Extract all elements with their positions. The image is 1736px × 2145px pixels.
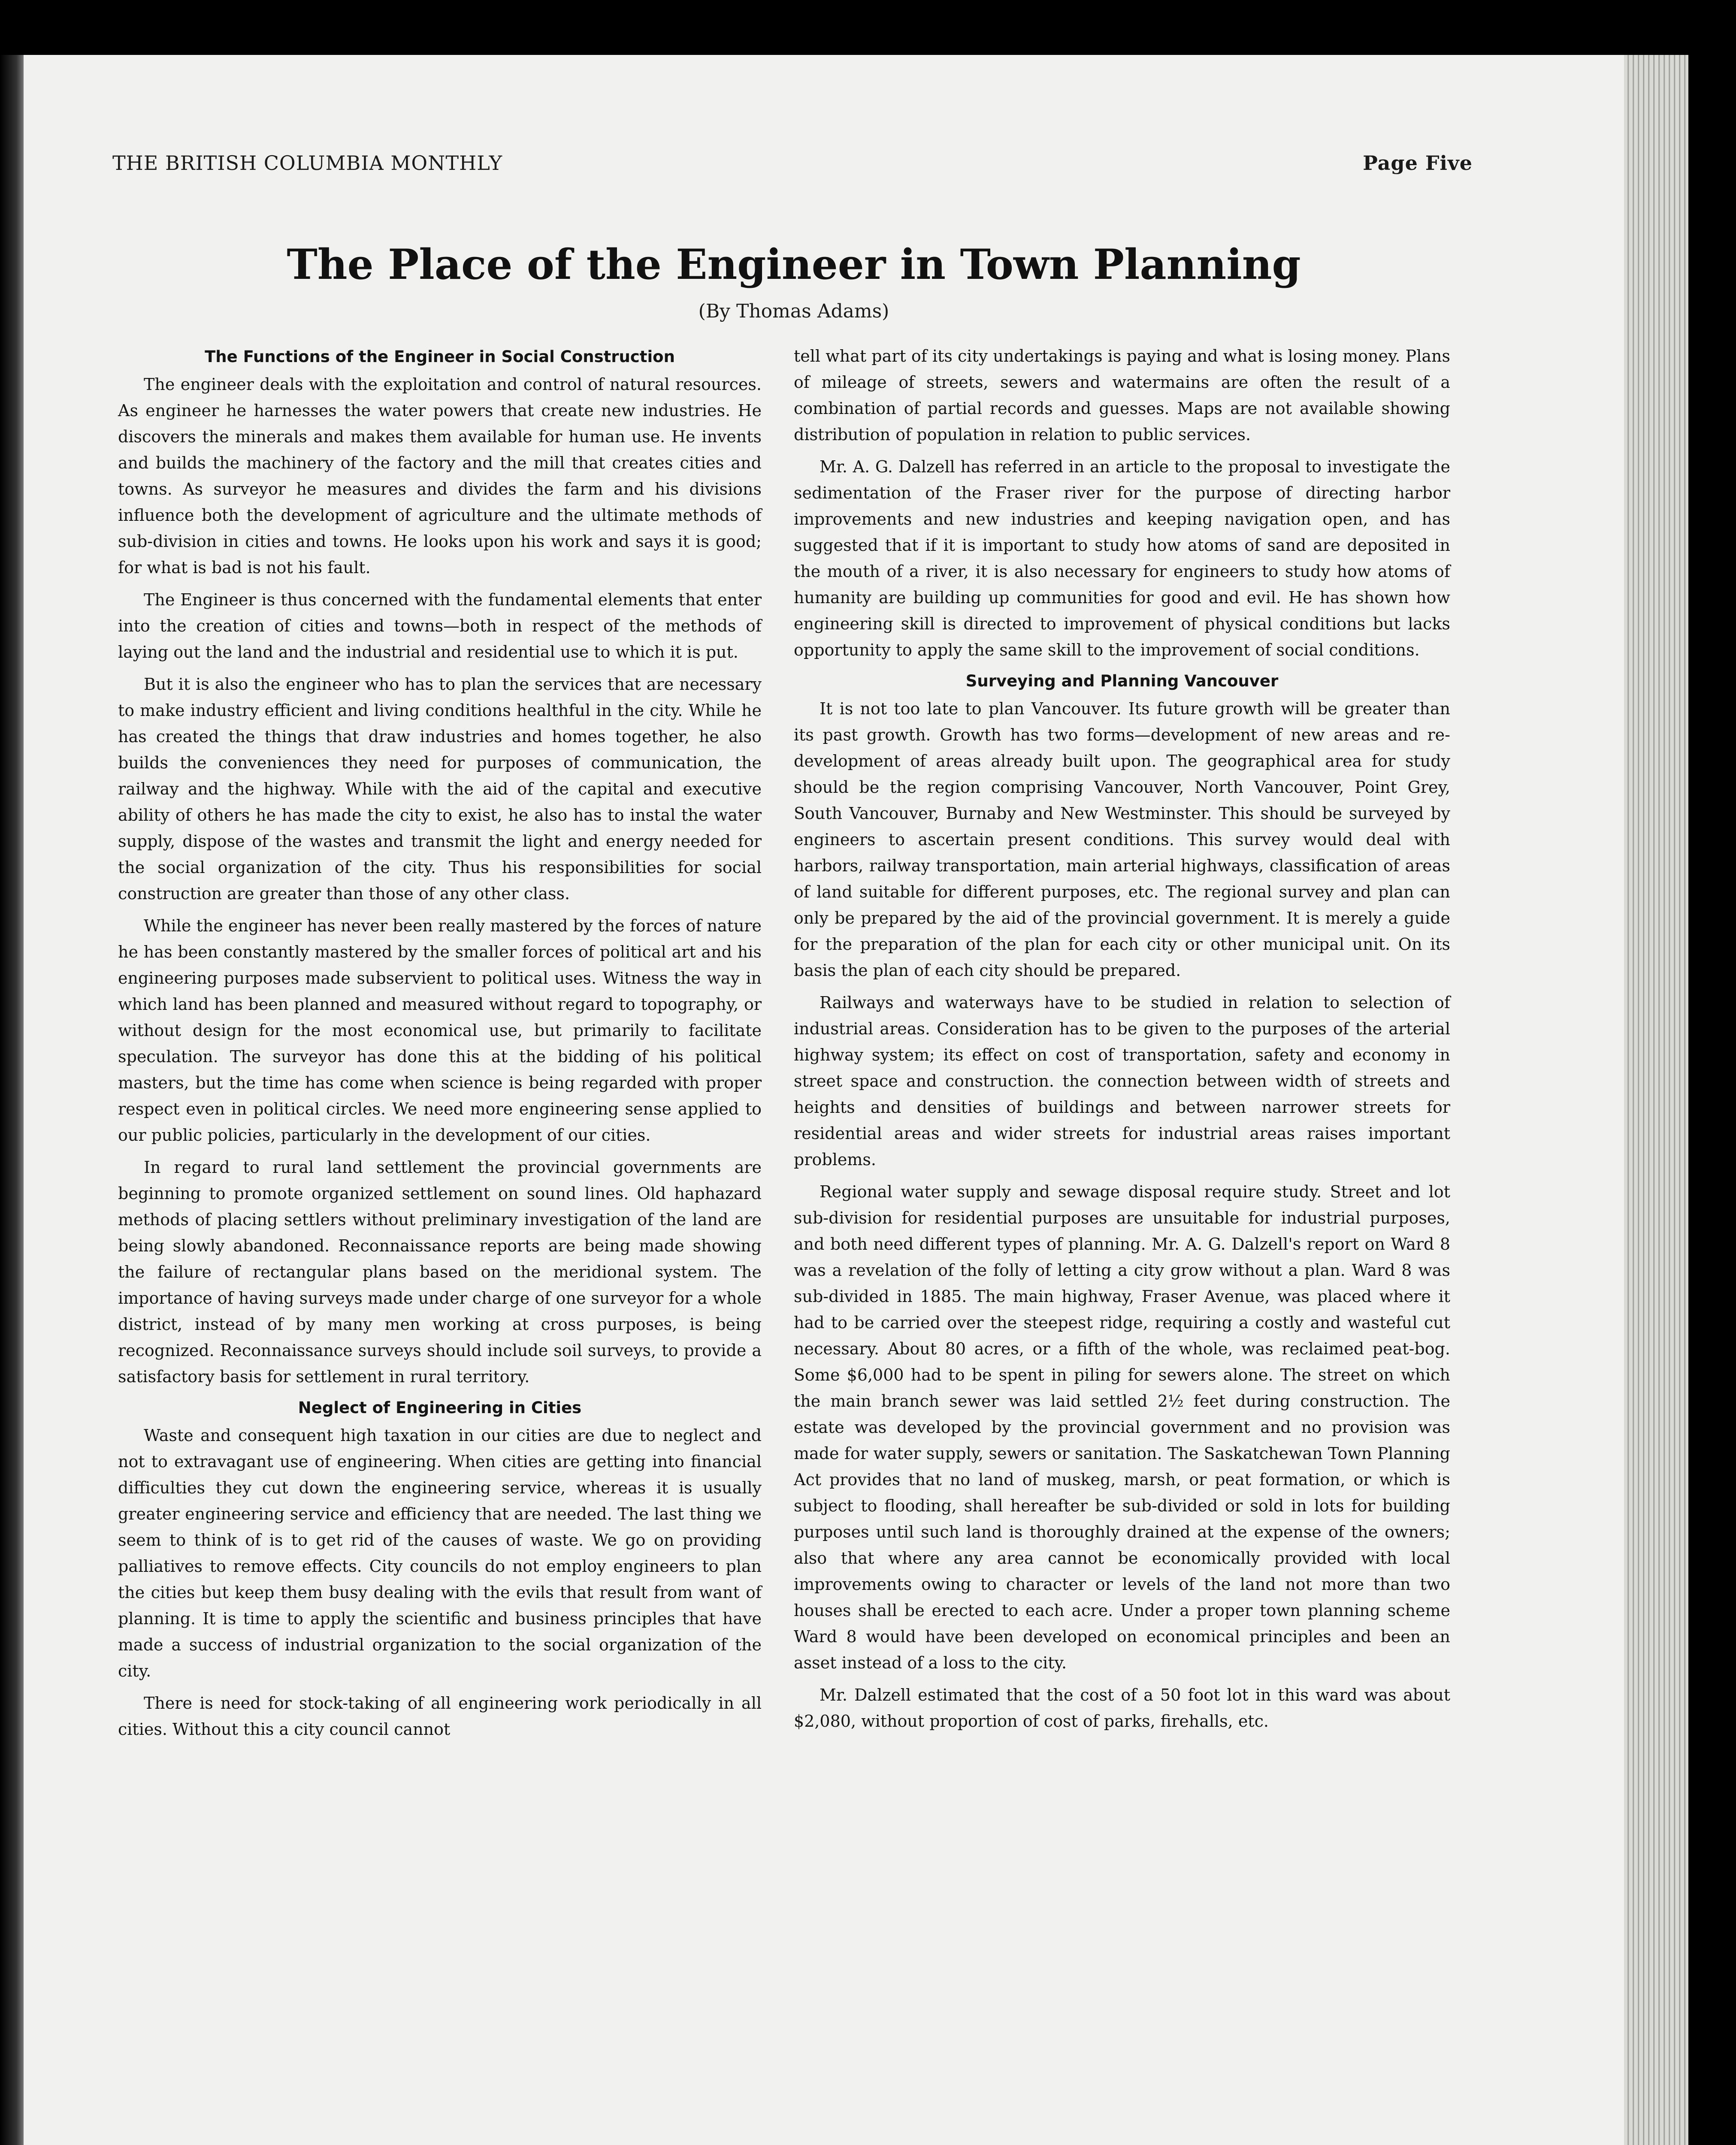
paragraph: Regional water supply and sewage disposal require study. Street and lot sub-division for residential purposes are unsuitable for industrial purposes, and both need different types of planning. Mr. A. G. Dalzell's report on Ward 8 was a revelation of the folly of letting a city grow without a plan. Ward 8 was sub-divided in 1885. The main highway, Fraser Avenue, was placed where it had to be carried over the steepest ridge, requiring a costly and wasteful cut necessary. About 80 acres, or a fifth of the whole, was reclaimed peat-bog. Some $6,000 had to be spent in piling for sewers alone. The street on which the main branch sewer was laid settled 2½ feet during construction. The estate was developed by the provincial government and no provision was made for water supply, sewers or sanitation. The Saskatchewan Town Planning Act provides that no land of muskeg, marsh, or peat formation, or which is subject to flooding, shall hereafter be sub-divided or sold in lots for building purposes until such land is thoroughly drained at the expense of the owners; also that where any area cannot be economically provided with local improvements owing to character or levels of the land not more than two houses shall be erected to each acre. Under a proper town planning scheme Ward 8 would have been developed on economical principles and been an asset instead of a loss to the city. — [794, 1182, 1450, 1672]
paragraph: It is not too late to plan Vancouver. Its future growth will be greater than its past growth. Growth has two forms—development of new areas and re-development of areas already built upon. The geographical area for study should be the region comprising Vancouver, North Vancouver, Point Grey, South Vancouver, Burnaby and New Westminster. This should be surveyed by engineers to ascertain present conditions. This survey would deal with harbors, railway transportation, main arterial highways, classification of areas of land suitable for different purposes, etc. The regional survey and plan can only be prepared by the aid of the provincial government. It is merely a guide for the preparation of the plan for each city or other municipal unit. On its basis the plan of each city should be prepared. — [794, 699, 1450, 980]
publication-name: THE BRITISH COLUMBIA MONTHLY — [112, 151, 503, 175]
article-title: The Place of the Engineer in Town Planning — [287, 240, 1301, 289]
paragraph: Mr. A. G. Dalzell has referred in an article to the proposal to investigate the sedimentation of the Fraser river for the purpose of directing harbor improvements and new industries and keeping navigation open, and has suggested that if it is important to study how atoms of sand are deposited in the mouth of a river, it is also necessary for engineers to study how atoms of humanity are building up communities for good and evil. He has shown how engineering skill is directed to improvement of physical conditions but lacks opportunity to apply the same skill to the improvement of social conditions. — [794, 457, 1450, 659]
paragraph: Mr. Dalzell estimated that the cost of a 50 foot lot in this ward was about $2,080, without proportion of cost of parks, firehalls, etc. — [794, 1686, 1450, 1731]
section-heading: The Functions of the Engineer in Social Construction — [205, 347, 675, 366]
paragraph: In regard to rural land settlement the provincial governments are beginning to promote organized settlement on sound lines. Old haphazard methods of placing settlers without preliminary investigation of the land are being slowly abandoned. Reconnaissance reports are being made showing the failure of rectangular plans based on the meridional system. The importance of having surveys made under charge of one surveyor for a whole district, instead of by many men working at cross purposes, is being recognized. Reconnaissance surveys should include soil surveys, to provide a satisfactory basis for settlement in rural territory. — [118, 1158, 762, 1386]
paragraph: While the engineer has never been really mastered by the forces of nature he has been constantly mastered by the smaller forces of political art and his engineering purposes made subservient to political uses. Witness the way in which land has been planned and measured without regard to topography, or without design for the most economical use, but primarily to facilitate speculation. The surveyor has done this at the bidding of his political masters, but the time has come when science is being regarded with proper respect even in political circles. We need more engineering sense applied to our public policies, particularly in the development of our cities. — [118, 916, 762, 1145]
binding-shadow — [0, 55, 24, 2145]
page-number: Page Five — [1363, 151, 1473, 175]
section-heading: Neglect of Engineering in Cities — [298, 1399, 582, 1417]
paragraph: Railways and waterways have to be studied in relation to selection of industrial areas. Consideration has to be given to the purposes of the arterial highway system; its effect on cost of transportation, safety and economy in street space and construction. the connection between width of streets and heights and densities of buildings and between narrower streets for residential areas and wider streets for industrial areas raises important problems. — [794, 993, 1450, 1169]
paragraph: There is need for stock-taking of all engineering work periodically in all cities. Without this a city council cannot — [118, 1694, 762, 1739]
paragraph: Waste and consequent high taxation in our cities are due to neglect and not to extravagant use of engineering. When cities are getting into financial difficulties they cut down the engineering service, whereas it is usually greater engineering service and efficiency that are needed. The last thing we seem to think of is to get rid of the causes of waste. We go on providing palliatives to remove effects. City councils do not employ engineers to plan the cities but keep them busy dealing with the evils that result from want of planning. It is time to apply the scientific and business principles that have made a success of industrial organization to the social organization of the city. — [118, 1426, 762, 1680]
paragraph: But it is also the engineer who has to plan the services that are necessary to make industry efficient and living conditions healthful in the city. While he has created the things that draw industries and homes together, he also builds the conveniences they need for purposes of communication, the railway and the highway. While with the aid of the capital and executive ability of others he has made the city to exist, he also has to instal the water supply, dispose of the wastes and transmit the light and energy needed for the social organization of the city. Thus his responsibilities for social construction are greater than those of any other class. — [118, 675, 762, 903]
right-column — [794, 343, 1450, 1740]
article-byline: (By Thomas Adams) — [698, 300, 889, 322]
page-edges — [1624, 55, 1688, 2145]
section-heading: Surveying and Planning Vancouver — [965, 672, 1279, 690]
paragraph: The Engineer is thus concerned with the fundamental elements that enter into the creation of cities and towns—both in respect of the methods of laying out the land and the industrial and residential use to which it is put. — [118, 590, 762, 662]
paragraph: tell what part of its city undertakings is paying and what is losing money. Plans of mileage of streets, sewers and watermains are often the result of a combination of partial records and guesses. Maps are not available showing distribution of population in relation to public services. — [794, 347, 1450, 444]
running-header — [112, 147, 1473, 186]
paragraph: The engineer deals with the exploitation and control of natural resources. As engineer he harnesses the water powers that create new industries. He discovers the minerals and makes them available for human use. He invents and builds the machinery of the factory and the mill that creates cities and towns. As surveyor he measures and divides the farm and his divisions influence both the development of agriculture and the ultimate methods of sub-division in cities and towns. He looks upon his work and says it is good; for what is bad is not his fault. — [118, 375, 762, 577]
left-column — [118, 343, 762, 1749]
